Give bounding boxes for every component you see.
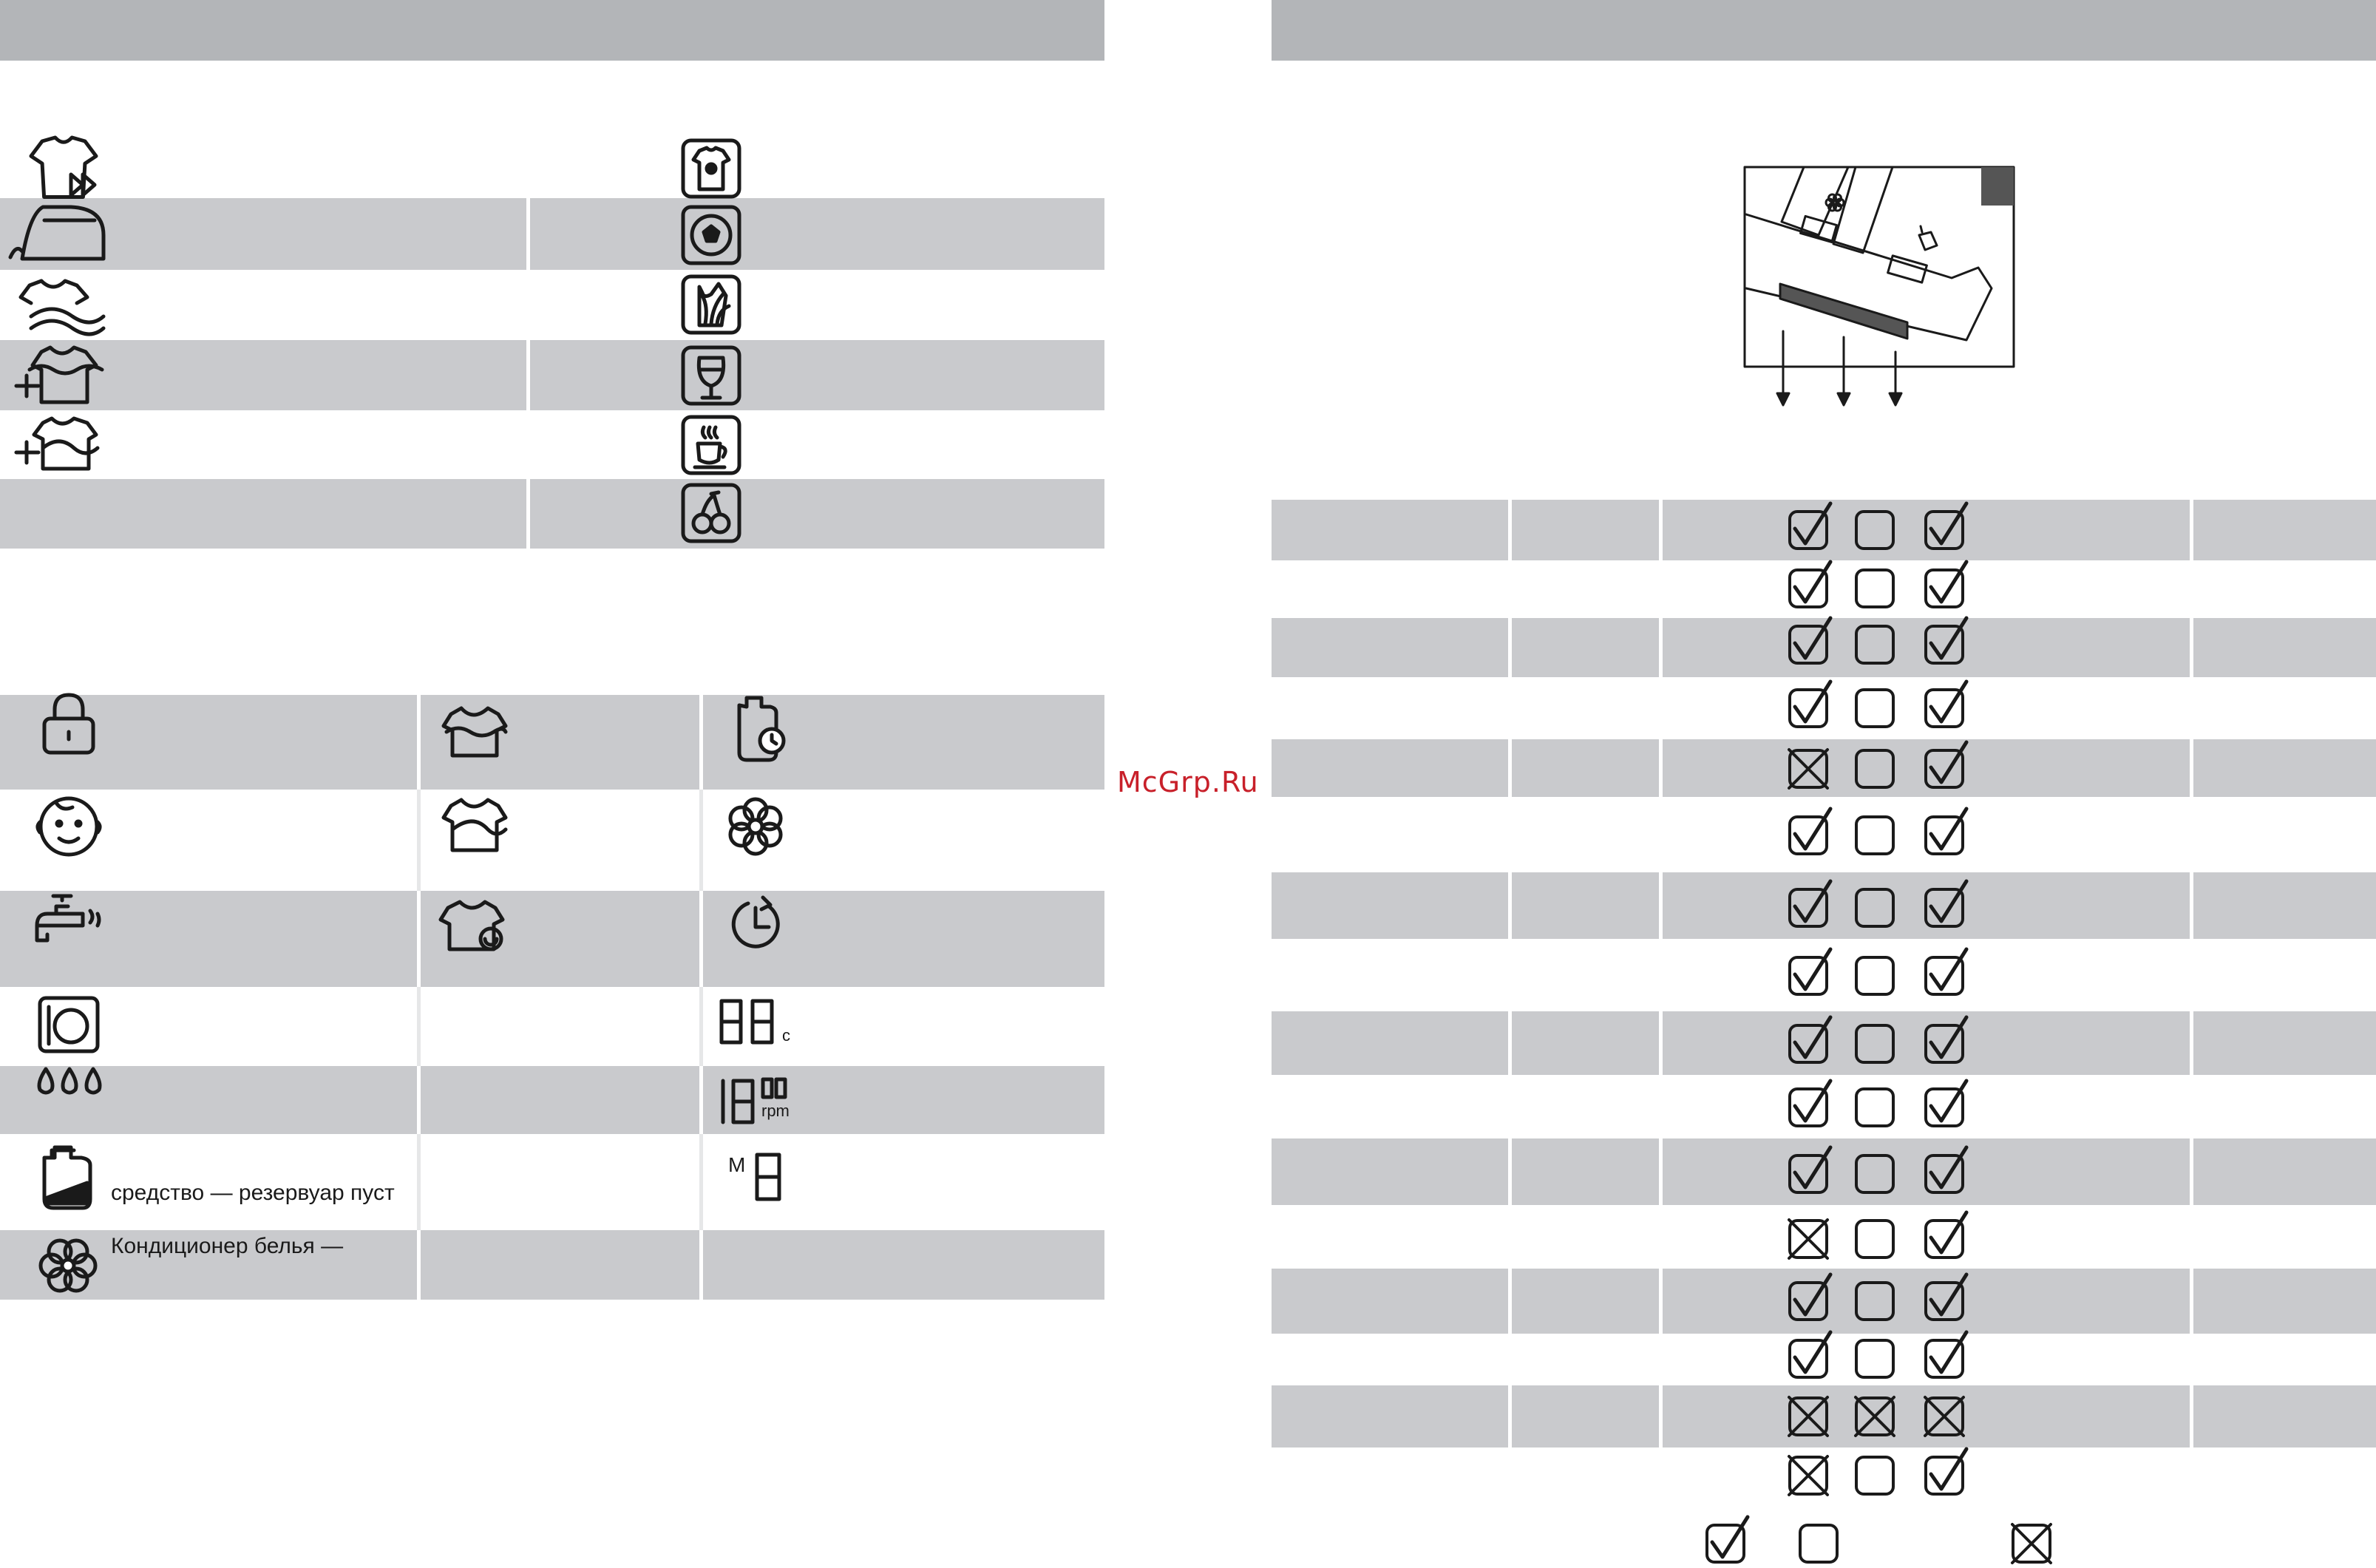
checkbox-frame: [1800, 1525, 1837, 1562]
table-divider: [2190, 618, 2193, 677]
cross-mark: [1789, 1220, 1827, 1258]
wave: [31, 309, 103, 322]
check-mark: [1795, 949, 1830, 989]
check-mark: [1795, 1081, 1830, 1121]
detergent-bottle-small-icon: [1919, 226, 1937, 250]
left-header-bar: [0, 0, 1104, 61]
tshirt-top: [21, 281, 41, 303]
empty-level: [47, 1183, 87, 1204]
table-divider: [1508, 739, 1512, 797]
ball-pentagon: [704, 226, 719, 241]
compartment-label: [1801, 216, 1837, 242]
cross-mark-box: [2012, 1524, 2051, 1563]
table-divider: [699, 695, 703, 790]
tshirt-plus-wave-icon: [16, 418, 98, 469]
check-mark: [1931, 1212, 1966, 1252]
cross-mark-box: [1789, 1456, 1827, 1495]
check-mark: [1931, 682, 1966, 722]
table-divider: [2190, 1269, 2193, 1334]
table-divider: [2190, 1138, 2193, 1205]
check-mark-box: [1790, 1081, 1830, 1126]
seven-segment-digit: [757, 1155, 779, 1199]
table-divider: [1659, 618, 1663, 677]
indicator-table-row: [0, 891, 1104, 987]
arrow-head: [1838, 393, 1850, 405]
mouth: [59, 838, 78, 842]
tshirt-stain-icon: [683, 140, 739, 197]
cross-mark: [1789, 1456, 1827, 1495]
table-divider: [1508, 500, 1512, 560]
check-mark: [1712, 1517, 1748, 1557]
compartment-table-row: [1272, 1138, 2376, 1205]
empty-box: [1856, 817, 1893, 854]
empty-box: [1856, 1457, 1893, 1494]
check-mark-box: [1790, 682, 1830, 727]
arrow-head: [1890, 393, 1901, 405]
table-divider: [417, 695, 421, 790]
table-divider: [699, 1230, 703, 1300]
table-divider: [526, 340, 530, 410]
check-mark: [1931, 949, 1966, 989]
illustration-frame: [1745, 167, 2014, 367]
check-mark-box: [1926, 809, 1966, 854]
check-mark: [1931, 1449, 1966, 1489]
check-mark-box: [1790, 949, 1830, 994]
table-divider: [699, 1134, 703, 1230]
tshirt-top: [41, 281, 87, 303]
drum-icon: [40, 998, 98, 1051]
drawer-slot: [1780, 284, 1907, 339]
tshirt-wave-icon: [444, 800, 506, 850]
seven-segment-digit: [753, 1001, 772, 1042]
seven-segment-digit: [722, 1001, 741, 1042]
check-mark-box: [1926, 949, 1966, 994]
table-divider: [417, 1230, 421, 1300]
table-divider: [1659, 500, 1663, 560]
checkbox-frame: [1856, 817, 1893, 854]
table-divider: [1659, 1269, 1663, 1334]
flower-center: [749, 820, 762, 833]
right-header-bar: [1272, 0, 2376, 61]
drum-door: [55, 1010, 87, 1042]
tshirt-outline: [444, 800, 506, 850]
empty-box: [1800, 1525, 1837, 1562]
table-divider: [1508, 1269, 1512, 1334]
check-mark: [1795, 562, 1830, 602]
check-mark: [1931, 562, 1966, 602]
check-mark-box: [1926, 682, 1966, 727]
table-divider: [1659, 1138, 1663, 1205]
hair: [56, 803, 72, 809]
bottle-outline: [1919, 226, 1937, 250]
dispenser-drawer-illustration: [1745, 167, 2014, 405]
snowflake-flower-icon: [1826, 194, 1844, 211]
softener-text: Кондиционер белья —: [111, 1234, 344, 1258]
cross-mark: [2012, 1524, 2051, 1563]
compartment-table-row: [1272, 739, 2376, 797]
eye: [76, 821, 81, 826]
check-mark-box: [1926, 1212, 1966, 1258]
empty-box: [1856, 570, 1893, 607]
check-mark: [1931, 1332, 1966, 1372]
petal: [1834, 194, 1842, 202]
table-divider: [417, 1066, 421, 1134]
check-mark-box: [1707, 1517, 1748, 1562]
checkbox-frame: [1856, 1340, 1893, 1377]
table-divider: [2190, 500, 2193, 560]
tshirt-waves-icon: [21, 281, 103, 334]
eye: [57, 821, 61, 826]
table-divider: [1508, 872, 1512, 939]
check-mark-box: [1926, 562, 1966, 607]
steam: [702, 427, 717, 438]
program-table-row: [0, 479, 1104, 549]
arrow-head: [1777, 393, 1789, 405]
table-divider: [699, 1066, 703, 1134]
compartment-table-row: [1272, 1269, 2376, 1334]
fast-forward-arrows: [71, 174, 95, 195]
cross-mark-box: [1789, 1220, 1827, 1258]
compartment-table-row: [1272, 500, 2376, 560]
table-divider: [417, 891, 421, 987]
check-mark-box: [1790, 809, 1830, 854]
checkbox-frame: [1856, 1221, 1893, 1258]
indicator-table-row: [0, 695, 1104, 790]
table-divider: [1508, 1138, 1512, 1205]
program-table-row: [0, 198, 1104, 270]
table-divider: [417, 987, 421, 1066]
coffee-cup-icon: [683, 417, 739, 473]
table-divider: [417, 790, 421, 891]
check-mark-box: [1926, 1081, 1966, 1126]
checkbox-frame: [1856, 1457, 1893, 1494]
empty-box: [1856, 1089, 1893, 1126]
table-divider: [526, 479, 530, 549]
check-mark-box: [1790, 1332, 1830, 1377]
check-mark-box: [1926, 1449, 1966, 1494]
flower-center: [62, 1260, 74, 1272]
table-divider: [1508, 618, 1512, 677]
table-divider: [2190, 1385, 2193, 1447]
table-divider: [2190, 1011, 2193, 1075]
tshirt-outline: [31, 138, 96, 197]
table-divider: [1508, 1011, 1512, 1075]
celsius-unit-label: c: [782, 1026, 790, 1045]
compartment-table-row: [1272, 1011, 2376, 1075]
table-divider: [1659, 739, 1663, 797]
checkbox-frame: [1856, 570, 1893, 607]
table-divider: [1659, 1385, 1663, 1447]
grass-stain-icon: [683, 276, 739, 333]
check-mark-box: [1926, 1332, 1966, 1377]
check-mark: [1795, 809, 1830, 849]
flower-outline-icon: [730, 799, 781, 854]
empty-box: [1856, 1221, 1893, 1258]
drawer-handle-shade: [1981, 167, 2014, 206]
table-divider: [699, 891, 703, 987]
checkbox-frame: [1856, 690, 1893, 727]
check-mark: [1795, 682, 1830, 722]
plus-sign: [16, 442, 38, 463]
indicator-table-row: [0, 1066, 1104, 1134]
memory-label: M: [728, 1153, 746, 1176]
watermark: McGrp.Ru: [1117, 766, 1259, 798]
table-divider: [2190, 739, 2193, 797]
table-divider: [526, 198, 530, 270]
checkbox-frame: [1856, 1089, 1893, 1126]
program-table-row: [0, 340, 1104, 410]
compartment-table-row: [1272, 872, 2376, 939]
cup-body: [698, 444, 720, 463]
empty-box: [1856, 957, 1893, 994]
table-divider: [1659, 872, 1663, 939]
table-divider: [1508, 1385, 1512, 1447]
check-mark: [1931, 809, 1966, 849]
table-divider: [699, 987, 703, 1066]
child-face-icon: [38, 798, 100, 855]
ears: [38, 822, 100, 832]
table-divider: [1659, 1011, 1663, 1075]
check-mark: [1931, 1081, 1966, 1121]
table-divider: [2190, 872, 2193, 939]
table-divider: [699, 790, 703, 891]
empty-box: [1856, 1340, 1893, 1377]
check-mark: [1795, 1332, 1830, 1372]
rpm-unit-label: rpm: [761, 1102, 790, 1120]
digits-88-display-icon: [722, 1001, 772, 1042]
table-divider: [417, 1134, 421, 1230]
stain-dot: [707, 164, 716, 173]
empty-box: [1856, 690, 1893, 727]
tshirt-fast-forward-icon: [31, 138, 96, 197]
detergent-bottle-icon: [44, 1147, 90, 1208]
checkbox-frame: [1856, 957, 1893, 994]
compartment-table-row: [1272, 1385, 2376, 1447]
detergent-empty-text: средство — резервуар пуст: [111, 1181, 395, 1205]
check-mark-box: [1790, 562, 1830, 607]
memory-digit-display-icon: [757, 1155, 779, 1199]
